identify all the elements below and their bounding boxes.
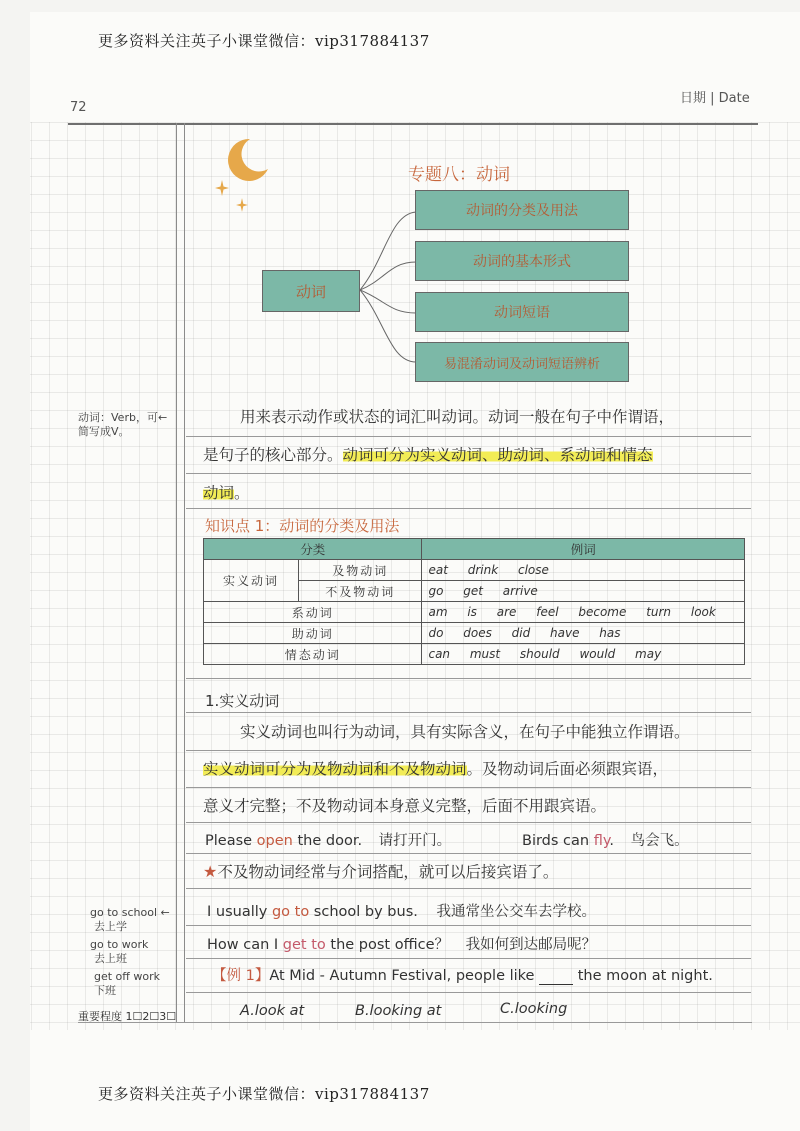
watermark-top: 更多资料关注英子小课堂微信：vip317884137 <box>98 32 430 50</box>
example-verb: go to <box>271 904 310 920</box>
watermark-bottom: 更多资料关注英子小课堂微信：vip317884137 <box>98 1085 430 1103</box>
side-phrase-zh: 去上班 <box>94 952 127 965</box>
table-row <box>204 560 745 581</box>
side-phrase-en: go to work <box>90 938 149 951</box>
ruled-line <box>186 473 751 474</box>
topic-title: 专题八：动词 <box>408 165 510 185</box>
moon-icon <box>220 135 270 185</box>
example-text: . <box>609 833 614 849</box>
example-text: school by bus. <box>309 904 418 920</box>
side-note-line: 简写成V。 <box>78 425 130 438</box>
side-note-phrases <box>90 906 170 998</box>
star-mark-icon: ★ <box>203 862 218 881</box>
table-header: 例词 <box>422 539 745 560</box>
intro-text: 是句子的核心部分。 <box>203 446 343 464</box>
margin-line-inner <box>184 123 185 1023</box>
mindmap-branch: 动词的基本形式 <box>415 241 629 281</box>
table-cell: am is are feel become turn look <box>422 602 745 623</box>
example-translation: 请打开门。 <box>378 833 452 849</box>
table-cell: can must should would may <box>422 644 745 665</box>
side-phrase-zh: 去上学 <box>94 920 127 933</box>
ruled-line <box>186 888 751 889</box>
answer-blank <box>539 973 573 985</box>
side-note-line: 动词：Verb，可← <box>78 411 168 424</box>
star-icon <box>215 180 229 196</box>
header-rule <box>68 123 758 125</box>
example-verb: open <box>256 833 293 849</box>
star-icon <box>236 198 248 212</box>
mindmap-branch: 易混淆动词及动词短语辨析 <box>415 342 629 382</box>
table-cell: 及物动词 <box>299 560 422 581</box>
ruled-line <box>186 750 751 751</box>
example-translation: 鸟会飞。 <box>630 833 689 849</box>
ruled-line <box>186 822 751 823</box>
table-cell: 助动词 <box>204 623 422 644</box>
table-cell: go get arrive <box>422 581 745 602</box>
ruled-line <box>186 678 751 679</box>
table-header-row <box>204 539 745 560</box>
tip-text: 不及物动词经常与介词搭配，就可以后接宾语了。 <box>217 863 559 881</box>
example-text: the door. <box>292 833 363 849</box>
option-c: C.looking <box>500 1001 568 1017</box>
ruled-line <box>186 712 751 713</box>
section-line-1: 实义动词也叫行为动词，具有实际含义，在句子中能独立作谓语。 <box>240 723 690 741</box>
example-label: 【例 1】 <box>212 968 270 984</box>
mindmap-center: 动词 <box>262 270 360 312</box>
side-note-verb <box>78 411 167 439</box>
highlight-text: 实义动词可分为及物动词和不及物动词 <box>203 760 467 778</box>
page-number: 72 <box>70 100 87 115</box>
ruled-line <box>186 992 751 993</box>
example-sentence-4 <box>207 933 596 954</box>
side-phrase-zh: 下班 <box>94 984 116 997</box>
table-row <box>204 644 745 665</box>
section-text: 。及物动词后面必须跟宾语， <box>466 760 669 778</box>
example-sentence-1 <box>205 829 451 850</box>
intro-text: 。 <box>234 484 250 502</box>
ruled-line <box>186 787 751 788</box>
example-sentence-2 <box>522 829 689 850</box>
ruled-line <box>186 925 751 926</box>
mindmap-branch: 动词的分类及用法 <box>415 190 629 230</box>
example-text: Birds can <box>522 833 594 849</box>
table-cell: do does did have has <box>422 623 745 644</box>
example-sentence-3 <box>207 900 596 921</box>
side-phrase-en: get off work <box>94 970 160 983</box>
table-cell: 情态动词 <box>204 644 422 665</box>
example-verb: fly <box>593 833 610 849</box>
example-text: How can I <box>207 937 283 953</box>
intro-line-1: 用来表示动作或状态的词汇叫动词。动词一般在句子中作谓语， <box>240 408 675 426</box>
mindmap-connectors <box>360 200 420 380</box>
example-verb: get to <box>282 937 326 953</box>
option-b: B.looking at <box>355 1003 442 1019</box>
example-translation: 我如何到达邮局呢？ <box>465 937 597 953</box>
verb-classification-table <box>203 538 745 665</box>
page-footer-area <box>30 1030 800 1131</box>
ruled-line <box>186 853 751 854</box>
table-cell: eat drink close <box>422 560 745 581</box>
example-text: the post office？ <box>325 937 450 953</box>
side-phrase-en: go to school ← <box>90 906 170 919</box>
section-line-2 <box>203 757 668 779</box>
example-text: I usually <box>207 904 272 920</box>
intro-line-3 <box>203 481 250 503</box>
table-row <box>204 623 745 644</box>
ruled-line <box>186 436 751 437</box>
mindmap-branch: 动词短语 <box>415 292 629 332</box>
importance-rating: 重要程度 1☐2☐3☐ <box>78 1010 177 1023</box>
tip-line <box>203 860 558 882</box>
date-label: 日期 | Date <box>680 91 750 106</box>
table-cell: 不及物动词 <box>299 581 422 602</box>
example-text: Please <box>205 833 257 849</box>
table-row <box>204 602 745 623</box>
table-cell: 系动词 <box>204 602 422 623</box>
table-cell: 实义动词 <box>204 560 299 602</box>
intro-line-2 <box>203 443 653 465</box>
section-title: 1.实义动词 <box>205 692 280 710</box>
ruled-line <box>186 508 751 509</box>
example-question <box>212 964 713 985</box>
margin-line <box>176 123 177 1023</box>
section-line-3: 意义才完整；不及物动词本身意义完整，后面不用跟宾语。 <box>203 797 607 815</box>
table-header: 分类 <box>204 539 422 560</box>
example-text: the moon at night. <box>573 968 713 984</box>
ruled-line <box>78 1022 752 1023</box>
option-a: A.look at <box>240 1003 305 1019</box>
highlight-text: 动词可分为实义动词、助动词、系动词和情态 <box>342 446 653 464</box>
example-text: At Mid - Autumn Festival, people like <box>269 968 540 984</box>
knowledge-point-title: 知识点 1：动词的分类及用法 <box>205 517 400 535</box>
example-translation: 我通常坐公交车去学校。 <box>436 904 596 920</box>
ruled-line <box>186 958 751 959</box>
highlight-text: 动词 <box>203 484 235 502</box>
